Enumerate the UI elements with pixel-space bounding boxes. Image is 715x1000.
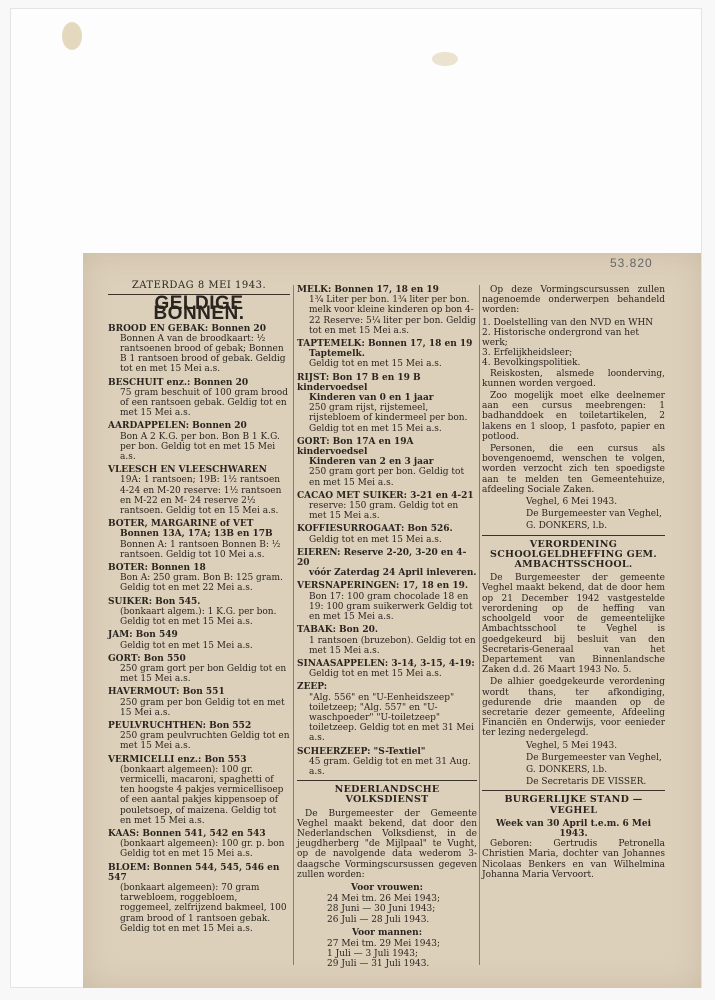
- ration-item: [297, 682, 477, 743]
- ration-item: [108, 654, 290, 685]
- ration-list-1: [108, 324, 290, 934]
- men-heading: Voor mannen:: [351, 927, 423, 938]
- item-heading: BOTER: Bonnen 18: [108, 563, 206, 574]
- item-heading: BLOEM: Bonnen 544, 545, 546 en 547: [108, 862, 280, 883]
- ration-list-2: [297, 285, 477, 777]
- item-heading: PEULVRUCHTHEN: Bon 552: [108, 720, 252, 731]
- item-subheading: Kinderen van 2 en 3 jaar: [309, 457, 434, 468]
- verordening-title: VERORDENING SCHOOLGELDHEFFING GEM. AMBACHTSSCHOOL.: [490, 538, 657, 571]
- topic-line: 4. Bevolkingspolitiek.: [482, 358, 581, 369]
- ration-item: [297, 625, 477, 656]
- ration-item: [108, 378, 290, 419]
- item-heading: SINAASAPPELEN: 3-14, 3-15, 4-19:: [297, 658, 475, 669]
- item-heading: AARDAPPELEN: Bonnen 20: [108, 421, 247, 432]
- date-line: 26 Juli — 28 Juli 1943.: [327, 914, 430, 925]
- item-body: Geldig tot en met 15 Mei a.s.: [309, 669, 442, 680]
- item-heading: JAM: Bon 549: [108, 630, 178, 641]
- item-body: 250 gram gort per bon. Geldig tot en met 15 Mei a.s.: [309, 467, 465, 488]
- ration-item: [108, 324, 290, 375]
- ration-item: [297, 373, 477, 434]
- ration-item: [297, 491, 477, 522]
- women-dates: [297, 894, 477, 925]
- item-body: Bonnen A van de broodkaart: ½ rantsoenen brood of gebak; Bonnen B 1 rantsoen brood of gebak. Geldig tot en met 15 Mei a.s.: [120, 333, 286, 375]
- item-heading: HAVERMOUT: Bon 551: [108, 687, 225, 698]
- item-subheading: Bonnen 13A, 17A; 13B en 17B: [120, 529, 273, 540]
- item-body: 19A: 1 rantsoen; 19B: 1½ rantsoen 4-24 en M-20 reserve: 1½ rantsoen en M-22 en M- 24 reserve 2½ rantsoen. Geldig tot en 15 Mei a.s.: [120, 475, 282, 517]
- column-divider: [479, 285, 480, 965]
- column-2: [297, 285, 477, 970]
- ration-item: [297, 524, 477, 544]
- paragraph: Geboren: Gertrudis Petronella Christien Maria, dochter van Johannes Nicolaas Benkers en van Wilhelmina Johanna Maria Vervoort.: [482, 839, 665, 880]
- column-divider: [293, 285, 294, 965]
- rule: [482, 535, 665, 536]
- item-body: Bon 17: 100 gram chocolade 18 en 19: 100 gram suikerwerk Geldig tot en met 15 Mei a.s.: [309, 591, 473, 623]
- item-body: 250 gram peulvruchten Geldig tot en met 15 Mei a.s.: [120, 731, 290, 752]
- item-body: 1¾ Liter per bon. 1¾ liter per bon. melk voor kleine kinderen op bon 4-22 Reserve: 5¼ liter per bon. Geldig tot en met 15 Mei a.s.: [309, 295, 476, 336]
- item-subheading: Taptemelk.: [309, 349, 365, 360]
- item-body: Bon A: 250 gram. Bon B: 125 gram. Geldig tot en met 22 Mei a.s.: [120, 573, 283, 594]
- item-body: Geldig tot en met 15 Mei a.s.: [120, 640, 253, 651]
- item-body: 75 gram beschuit of 100 gram brood of een rantsoen gebak. Geldig tot en met 15 Mei a.s.: [120, 387, 288, 419]
- item-heading: RIJST: Bon 17 B en 19 B kindervoedsel: [297, 372, 421, 393]
- paragraph: De alhier goedgekeurde verordening wordt thans, ter afkondiging, gedurende drie maanden op de secretarie dezer gemeente, Afdeeling Financiën en Onderwijs, voor eenieder ter lezing nedergelegd.: [482, 677, 665, 739]
- item-heading: ZEEP:: [297, 682, 328, 693]
- topics-list: [482, 318, 665, 369]
- item-heading: BESCHUIT enz.: Bonnen 20: [108, 377, 249, 388]
- archive-number: 53.820: [610, 256, 653, 270]
- signature: G. DONKERS, l.b.: [526, 764, 608, 775]
- item-subheading: Kinderen van 0 en 1 jaar: [309, 393, 434, 404]
- signature: De Burgemeester van Veghel,: [526, 509, 662, 520]
- item-heading: SCHEERZEEP: "S-Textiel": [297, 746, 426, 757]
- item-heading: VLEESCH EN VLEESCHWAREN: [108, 465, 267, 476]
- topic-line: 1. Doelstelling van den NVD en WHN: [482, 317, 654, 328]
- volksdienst-title: NEDERLANDSCHE VOLKSDIENST: [334, 784, 440, 806]
- topic-line: 3. Erfelijkheidsleer;: [482, 348, 573, 359]
- item-heading: MELK: Bonnen 17, 18 en 19: [297, 285, 439, 295]
- ration-item: [108, 687, 290, 718]
- item-body: (bonkaart algemeen): 70 gram tarwebloem, roggebloem, roggemeel, zelfrijzend bakmeel, 100 gram brood of 1 rantsoen gebak. Geldig tot en met 15 Mei a.s.: [120, 882, 287, 934]
- item-heading: BROOD EN GEBAK: Bonnen 20: [108, 323, 266, 334]
- item-subheading: vóór Zaterdag 24 April inleveren.: [309, 568, 477, 579]
- ration-item: [108, 465, 290, 516]
- date-line: 29 Juli — 31 Juli 1943.: [327, 959, 430, 970]
- item-heading: SUIKER: Bon 545.: [108, 596, 201, 607]
- column-3: [482, 285, 665, 882]
- item-body: Bon A 2 K.G. per bon. Bon B 1 K.G. per bon. Geldig tot en met 15 Mei a.s.: [120, 431, 280, 463]
- signature: De Burgemeester van Veghel,: [526, 752, 662, 763]
- item-body: 250 gram rijst, rijstemeel, rijstebloem of kindermeel per bon. Geldig tot en met 15 Mei a.s.: [309, 403, 468, 434]
- column-1: [108, 280, 290, 937]
- ration-item: [108, 829, 290, 860]
- item-heading: GORT: Bon 17A en 19A kindervoedsel: [297, 436, 414, 458]
- paragraph: De Burgemeester der gemeente Veghel maakt bekend, dat de door hem op 21 December 1942 vastgestelde verordening op de heffing van schoolgeld voor de gemeentelijke Ambachtsschool te Veghel is goedgekeurd bij besluit van den Secretaris-Generaal van het Departement van Binnenlandsche Zaken d.d. 26 Maart 1943 No. 5.: [482, 573, 665, 676]
- signature: G. DONKERS, l.b.: [526, 521, 608, 532]
- item-heading: BOTER, MARGARINE of VET: [108, 519, 254, 530]
- item-body: (bonkaart algemeen): 100 gr. vermicelli, macaroni, spaghetti of ten hoogste 4 pakjes vermicellisoep of een aantal pakjes kippensoep of pouletsoep, of maizena. Geldig tot en met 15 Mei a.s.: [120, 764, 284, 826]
- item-heading: TAPTEMELK: Bonnen 17, 18 en 19: [297, 339, 473, 350]
- ration-item: [108, 630, 290, 650]
- tape-stain: [432, 52, 458, 66]
- date-line: 28 Juni — 30 Juni 1943;: [327, 904, 436, 915]
- ration-item: [297, 659, 477, 679]
- place-date: Veghel, 5 Mei 1943.: [526, 740, 618, 751]
- stand-title: BURGERLIJKE STAND — VEGHEL: [504, 794, 643, 816]
- ration-item: [108, 721, 290, 752]
- item-body: 250 gram gort per bon Geldig tot en met 15 Mei a.s.: [120, 663, 287, 685]
- item-heading: KAAS: Bonnen 541, 542 en 543: [108, 828, 266, 839]
- ration-item: [297, 747, 477, 778]
- item-body: (bonkaart algem.): 1 K.G. per bon. Geldig tot en met 15 Mei a.s.: [120, 606, 277, 628]
- topic-line: 2. Historische ondergrond van het werk;: [482, 327, 640, 349]
- item-body: Bonnen A: 1 rantsoen Bonnen B: ½ rantsoen. Geldig tot 10 Mei a.s.: [120, 539, 281, 560]
- date-line: 1 Juli — 3 Juli 1943;: [327, 949, 419, 960]
- ration-item: [297, 437, 477, 488]
- ration-item: [108, 519, 290, 560]
- intro-text: Op deze Vormingscursussen zullen nagenoemde onderwerpen behandeld worden:: [482, 285, 665, 316]
- rule: [297, 780, 477, 781]
- item-heading: VERMICELLI enz.: Bon 553: [108, 754, 247, 765]
- men-dates: [297, 939, 477, 970]
- ration-item: [108, 597, 290, 628]
- item-heading: TABAK: Bon 20.: [297, 625, 378, 636]
- item-body: 250 gram per bon Geldig tot en met 15 Mei a.s.: [120, 697, 285, 718]
- date-line: 27 Mei tm. 29 Mei 1943;: [327, 938, 440, 949]
- women-heading: Voor vrouwen:: [351, 882, 423, 893]
- ration-item: [297, 548, 477, 579]
- tape-stain: [62, 22, 82, 50]
- item-heading: CACAO MET SUIKER: 3-21 en 4-21: [297, 490, 474, 501]
- item-body: 45 gram. Geldig tot en met 31 Aug. a.s.: [309, 756, 471, 777]
- paragraph: Personen, die een cursus als bovengenoemd, wenschen te volgen, worden verzocht zich ten spoedigste aan te melden ten Gemeentehuize, afdeeling Sociale Zaken.: [482, 444, 665, 495]
- ration-item: [108, 755, 290, 826]
- date-line: 24 Mei tm. 26 Mei 1943;: [327, 894, 440, 905]
- stand-week: Week van 30 April t.e.m. 6 Mei 1943.: [495, 818, 652, 839]
- rule: [482, 790, 665, 791]
- place-date: Veghel, 6 Mei 1943.: [526, 497, 618, 508]
- ration-item: [297, 285, 477, 336]
- item-body: (bonkaart algemeen): 100 gr. p. bon Geldig tot en met 15 Mei a.s.: [120, 839, 285, 860]
- item-heading: VERSNAPERINGEN: 17, 18 en 19.: [297, 581, 468, 592]
- item-heading: KOFFIESURROGAAT: Bon 526.: [297, 524, 453, 535]
- ration-item: [108, 863, 290, 934]
- main-title: GELDIGE BONNEN.: [153, 293, 245, 325]
- item-body: "Alg. 556" en "U-Eenheidszeep" toiletzeep; "Alg. 557" en "U-waschpoeder" "U-toiletzeep" toiletzeep. Geldig tot en met 31 Mei a.s.: [309, 692, 474, 744]
- item-heading: EIEREN: Reserve 2-20, 3-20 en 4-20: [297, 547, 467, 569]
- item-heading: GORT: Bon 550: [108, 653, 186, 664]
- ration-item: [108, 421, 290, 462]
- volksdienst-body: De Burgemeester der Gemeente Veghel maakt bekend, dat door den Nederlandschen Volksdienst, in de jeugdherberg "de Mijlpaal" te Vught, op de navolgende data wederom 3-daagsche Vormingscursussen gegeven zullen worden:: [297, 808, 477, 880]
- date-header: ZATERDAG 8 MEI 1943.: [131, 280, 267, 291]
- item-body: Geldig tot en met 15 Mei a.s.: [309, 359, 442, 370]
- ration-item: [297, 581, 477, 622]
- item-body: Geldig tot en met 15 Mei a.s.: [309, 534, 442, 545]
- ration-item: [108, 563, 290, 594]
- signature: De Secretaris DE VISSER.: [526, 777, 647, 788]
- item-body: 1 rantsoen (bruzebon). Geldig tot en met 15 Mei a.s.: [309, 635, 476, 656]
- paragraph: Reiskosten, alsmede loonderving, kunnen worden vergoed.: [482, 368, 665, 389]
- item-body: reserve: 150 gram. Geldig tot en met 15 Mei a.s.: [309, 501, 459, 522]
- ration-item: [297, 339, 477, 370]
- paragraph: Zoo mogelijk moet elke deelnemer aan een cursus meebrengen: 1 badhanddoek en toiletartikelen, 2 lakens en 1 sloop, 1 pasfoto, papier en potlood.: [482, 391, 665, 442]
